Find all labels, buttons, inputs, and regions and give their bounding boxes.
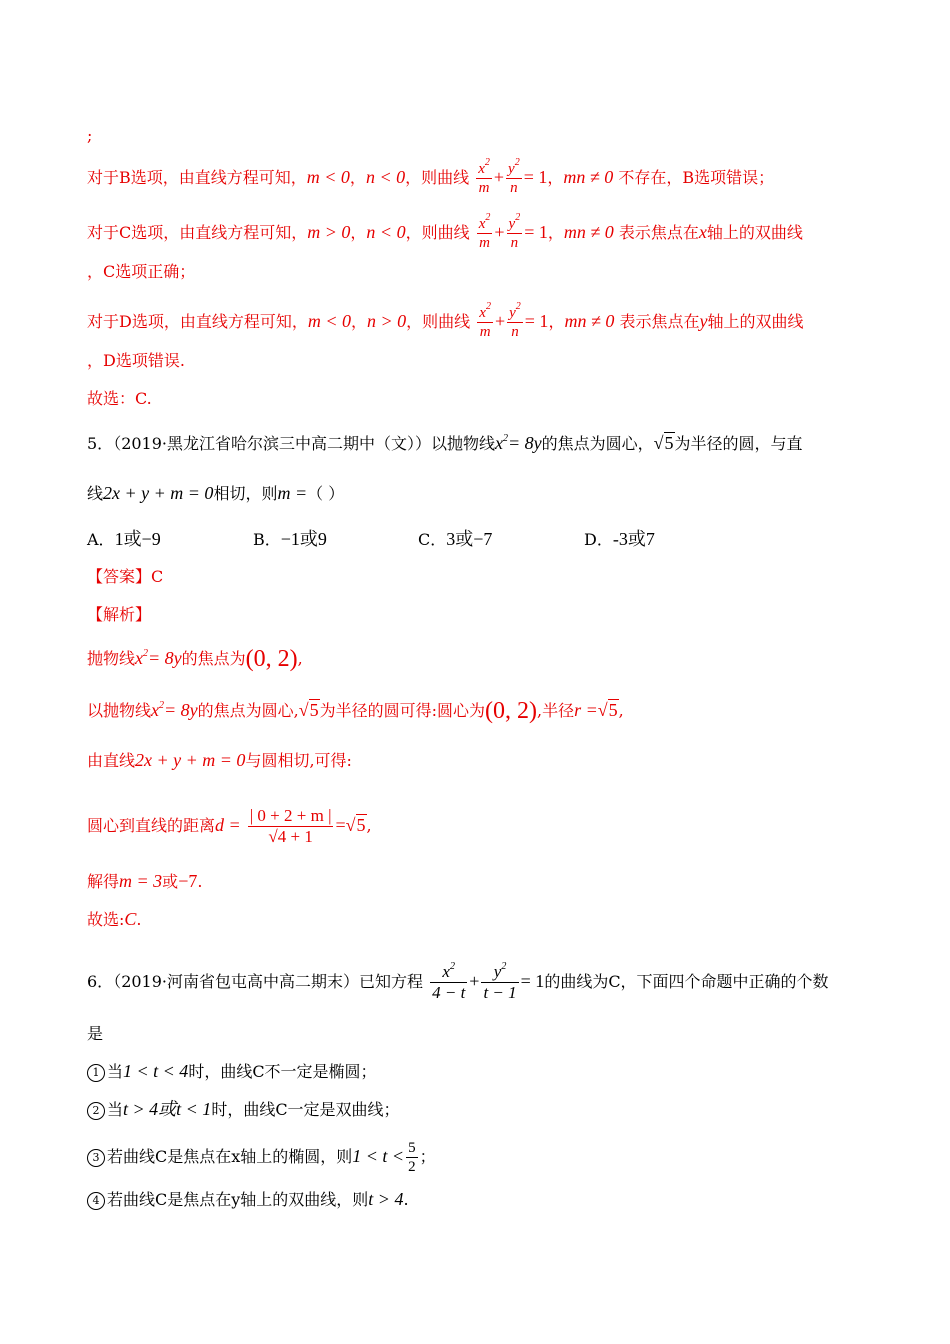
- solution-step-4: 圆心到直线的距离d = $\frac{| 0 + 2 + m |}{√4 + 1}$ =√5,: [87, 806, 372, 846]
- math: n < 0: [366, 222, 406, 242]
- text: ，则曲线: [405, 168, 470, 187]
- question-5: 5．（2019·黑龙江省哈尔滨三中高二期中（文））以抛物线$x^2= 8y$的焦点为圆心，√5为半径的圆，与直: [87, 433, 803, 453]
- math: 2x + y + m = 0: [103, 483, 214, 503]
- text: ，: [349, 168, 366, 187]
- answer-label: 【答案】C: [87, 567, 164, 586]
- answer-4: 故选：C.: [87, 389, 152, 408]
- option-c-analysis: 对于C选项，由直线方程可知，m > 0，n < 0，则曲线 $\frac{x^2}{m}$ + $\frac{y^2}{n}$ = 1，mn ≠ 0 表示焦点在x轴上的双曲线: [87, 212, 803, 251]
- solution-step-5: 解得m = 3或−7.: [87, 871, 203, 891]
- math: y: [699, 311, 708, 331]
- fraction-x2-m: $\frac{x^2}{m}$: [478, 157, 490, 196]
- math: mn ≠ 0: [563, 222, 614, 242]
- math: m > 0: [307, 222, 351, 242]
- option-c-continuation: ，C选项正确；: [87, 262, 196, 281]
- question-source: （2019·黑龙江省哈尔滨三中高二期中（文））以抛物线: [113, 434, 495, 453]
- question-number: 5．: [87, 434, 114, 453]
- math: mn ≠ 0: [564, 311, 615, 331]
- choice-b[interactable]: B．−1或9: [253, 529, 327, 549]
- math: n < 0: [365, 167, 406, 187]
- math: x: [698, 222, 707, 242]
- circled-1-icon: 1: [87, 1064, 105, 1082]
- statement-4: 4 若曲线C是焦点在y轴上的双曲线，则t > 4.: [87, 1187, 409, 1212]
- fraction-y2-t-1: $\frac{y^2}{t - 1}$: [483, 961, 517, 1002]
- semicolon-line: ;: [87, 126, 93, 145]
- math: n > 0: [367, 311, 407, 331]
- sqrt-5: √5: [653, 433, 674, 453]
- statement-3: 3 若曲线C是焦点在x轴上的椭圆，则1 < t < $\frac{5}{2}$ ；: [87, 1139, 436, 1176]
- fraction-y2-n: $\frac{y^2}{n}$: [508, 157, 520, 196]
- option-d-analysis: 对于D选项，由直线方程可知，m < 0，n > 0，则曲线 $\frac{x^2}{m}$ + $\frac{y^2}{n}$ = 1，mn ≠ 0 表示焦点在y轴上的双曲线: [87, 301, 804, 340]
- choice-c[interactable]: C．3或−7: [418, 529, 493, 549]
- text: 对于B选项，由直线方程可知，: [87, 168, 307, 187]
- solution-step-2: 以抛物线$x^2= 8y$的焦点为圆心,√5为半径的圆可得:圆心为(0, 2),半径r =√5,: [87, 698, 624, 724]
- question-6: 6．（2019·河南省包屯高中高二期末）已知方程 $\frac{x^2}{4 - t}$ + $\frac{y^2}{t - 1}$ = 1的曲线为C，下面四个命题中正确的个数: [87, 961, 829, 1002]
- math: m =: [277, 483, 308, 503]
- fraction-y2-n: $\frac{y^2}{n}$: [508, 212, 521, 251]
- text: 对于C选项，由直线方程可知，: [87, 223, 308, 242]
- math: m < 0: [306, 167, 350, 187]
- choice-a[interactable]: A．1或−9: [87, 529, 161, 549]
- math: mn ≠ 0: [563, 167, 614, 187]
- circled-2-icon: 2: [87, 1102, 105, 1120]
- fraction-x2-m: $\frac{x^2}{m}$: [478, 212, 491, 251]
- statement-1: 1 当1 < t < 4时，曲线C不一定是椭圆；: [87, 1059, 377, 1084]
- fraction-y2-n: $\frac{y^2}{n}$: [509, 301, 521, 340]
- option-d-continuation: ，D选项错误.: [87, 351, 185, 370]
- fraction-x2-4-t: $\frac{x^2}{4 - t}$: [432, 961, 466, 1002]
- circled-3-icon: 3: [87, 1149, 105, 1167]
- circled-4-icon: 4: [87, 1192, 105, 1210]
- analysis-label: 【解析】: [87, 605, 152, 624]
- solution-answer: 故选:C.: [87, 909, 142, 929]
- choice-d[interactable]: D．-3或7: [584, 529, 655, 549]
- text: 不存在，B选项错误；: [618, 168, 775, 187]
- question-6-continuation: 是: [87, 1024, 104, 1043]
- statement-2: 2 当t > 4或t < 1时，曲线C一定是双曲线；: [87, 1097, 400, 1122]
- solution-step-1: 抛物线$x^2= 8y$的焦点为(0, 2),: [87, 646, 303, 672]
- math: = 1: [523, 167, 548, 187]
- solution-step-3: 由直线2x + y + m = 0与圆相切,可得:: [87, 750, 352, 770]
- fraction-x2-m: $\frac{x^2}{m}$: [479, 301, 491, 340]
- option-b-analysis: 对于B选项，由直线方程可知，m < 0，n < 0，则曲线 $\frac{x^2}{m}$ + $\frac{y^2}{n}$ = 1，mn ≠ 0 不存在，B选项错误；: [87, 157, 775, 196]
- distance-fraction: $\frac{| 0 + 2 + m |}{√4 + 1}$: [249, 806, 332, 846]
- math: m < 0: [307, 311, 351, 331]
- question-5-continuation: 线2x + y + m = 0相切，则m =（ ）: [87, 483, 345, 503]
